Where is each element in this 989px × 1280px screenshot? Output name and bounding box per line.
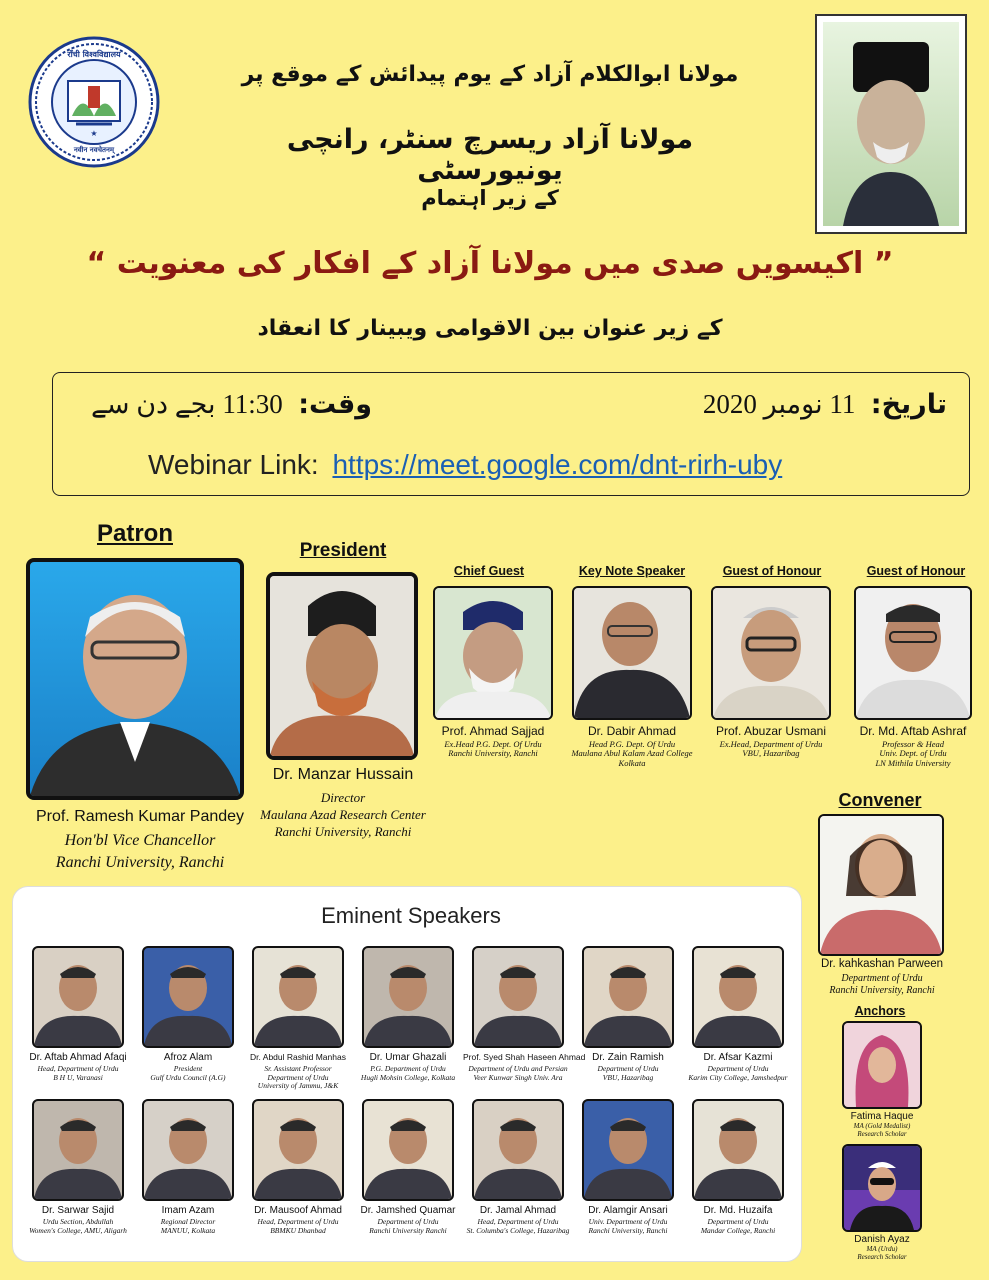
person-photo-icon	[694, 1101, 782, 1199]
speaker-desig: P.G. Department of Urdu Hugli Mohsin College, Kolkata	[360, 1064, 456, 1082]
logo-text-bottom: नवीन नवचेतनम्	[73, 146, 115, 154]
speaker-name: Dr. Sarwar Sajid	[41, 1205, 115, 1216]
person-photo-icon	[856, 588, 970, 718]
person-photo-icon	[30, 562, 240, 796]
speaker-name: Imam Azam	[161, 1205, 215, 1216]
guest-role-3: Guest of Honour	[722, 564, 822, 578]
person-photo-icon	[574, 588, 690, 718]
convener-name: Dr. kahkashan Parween	[820, 958, 944, 970]
person-photo-icon	[254, 948, 342, 1046]
guest-desig-4: Professor & Head Univ. Dept. of Urdu LN Mithila University	[875, 739, 951, 768]
university-logo	[28, 36, 160, 168]
person-photo-icon	[364, 948, 452, 1046]
guest-photo-1	[433, 586, 553, 720]
person-photo-icon	[694, 948, 782, 1046]
speaker-name: Afroz Alam	[163, 1052, 213, 1063]
speaker-desig: President Gulf Urdu Council (A.G)	[150, 1064, 226, 1082]
speaker-name: Dr. Alamgir Ansari	[588, 1205, 668, 1216]
guest-desig-3: Ex.Head, Department of Urdu VBU, Hazaribag	[719, 739, 823, 759]
convener-role: Convener	[838, 790, 922, 810]
guest-photo-2	[572, 586, 692, 720]
president-role: President	[299, 540, 387, 561]
speaker-name: Prof. Syed Shah Haseen Ahmad	[463, 1052, 586, 1062]
person-photo-icon	[254, 1101, 342, 1199]
eminent-title: Eminent Speakers	[321, 903, 501, 928]
speaker-photo	[692, 1099, 784, 1201]
guest-photo-3	[711, 586, 831, 720]
speaker-name: Dr. Umar Ghazali	[369, 1052, 447, 1063]
person-photo-icon	[144, 948, 232, 1046]
person-photo-icon	[435, 588, 551, 718]
person-photo-icon	[820, 816, 942, 954]
speaker-photo	[362, 1099, 454, 1201]
person-photo-icon	[474, 948, 562, 1046]
speaker-name: Dr. Mausoof Ahmad	[254, 1205, 342, 1216]
anchors-role: Anchors	[854, 1004, 906, 1018]
guest-photo-4	[854, 586, 972, 720]
svg-text:★: ★	[90, 129, 98, 138]
speaker-photo	[142, 1099, 234, 1201]
guest-desig-2: Head P.G. Dept. Of Urdu Maulana Abul Kalam Azad College Kolkata	[571, 739, 693, 768]
guest-role-4: Guest of Honour	[866, 564, 966, 578]
anchor-photo-2	[842, 1144, 922, 1232]
speaker-name: Dr. Aftab Ahmad Afaqi	[29, 1052, 127, 1063]
speaker-desig: Department of Urdu Ranchi University Ranchi	[369, 1217, 447, 1235]
urdu-heading-line1: مولانا ابوالکلام آزاد کے یوم پیدائش کے موقع پر	[241, 62, 739, 87]
speaker-desig: Sr. Assistant Professor Department of Urdu University of Jammu, J&K	[257, 1064, 339, 1091]
anchor-name-1: Fatima Haque	[850, 1111, 914, 1122]
urdu-heading-line2: مولانا آزاد ریسرچ سنٹر، رانچی یونیورسٹی	[286, 124, 694, 186]
person-photo-icon	[364, 1101, 452, 1199]
speaker-desig: Urdu Section, Abdullah Women's College, AMU, Aligarh	[29, 1217, 127, 1235]
speaker-desig: Department of Urdu and Persian Veer Kunwar Singh Univ. Ara	[468, 1064, 568, 1082]
speaker-photo	[252, 946, 344, 1048]
speaker-desig: Head, Department of Urdu St. Columba's College, Hazaribag	[466, 1217, 570, 1235]
speaker-photo	[362, 946, 454, 1048]
guest-name-1: Prof. Ahmad Sajjad	[441, 724, 545, 738]
president-desig: Director Maulana Azad Research Center Ranchi University, Ranchi	[260, 790, 426, 839]
person-photo-icon	[34, 1101, 122, 1199]
convener-photo	[818, 814, 944, 956]
person-photo-icon	[474, 1101, 562, 1199]
speaker-photo	[32, 946, 124, 1048]
patron-desig: Hon'bl Vice Chancellor Ranchi University, Ranchi	[55, 832, 225, 871]
speaker-name: Dr. Jamal Ahmad	[479, 1205, 557, 1216]
azad-portrait	[815, 14, 967, 234]
date-row	[703, 389, 947, 420]
speaker-desig: Head, Department of Urdu B H U, Varanasi	[37, 1064, 119, 1082]
webinar-info-box	[52, 372, 970, 496]
president-photo	[266, 572, 418, 760]
speaker-name: Dr. Md. Huzaifa	[703, 1205, 773, 1216]
urdu-title: ” اکیسویں صدی میں مولانا آزاد کے افکار کی معنویت “	[86, 246, 894, 281]
person-photo-icon	[270, 576, 414, 756]
speaker-desig: Department of Urdu VBU, Hazaribag	[597, 1064, 659, 1082]
time-label: وقت:	[298, 389, 373, 420]
patron-name: Prof. Ramesh Kumar Pandey	[35, 808, 245, 825]
speaker-photo	[582, 1099, 674, 1201]
speaker-name: Dr. Afsar Kazmi	[703, 1052, 773, 1063]
speaker-desig: Univ. Department of Urdu Ranchi University, Ranchi	[588, 1217, 668, 1235]
anchor-desig-1: MA (Gold Medalist) Research Scholar	[853, 1122, 911, 1138]
person-photo-icon	[34, 948, 122, 1046]
speaker-name: Dr. Jamshed Quamar	[360, 1205, 456, 1216]
anchor-name-2: Danish Ayaz	[854, 1234, 910, 1245]
speaker-desig: Regional Director MANUU, Kolkata	[160, 1217, 216, 1235]
person-photo-icon	[713, 588, 829, 718]
webinar-link[interactable]: https://meet.google.com/dnt-rirh-uby	[332, 449, 783, 480]
speaker-name: Dr. Abdul Rashid Manhas	[250, 1052, 346, 1062]
speaker-desig: Department of Urdu Mandar College, Ranchi	[700, 1217, 776, 1235]
speaker-photo	[252, 1099, 344, 1201]
speaker-photo	[582, 946, 674, 1048]
urdu-heading-line3: کے زیر اہتمام	[421, 186, 559, 210]
convener-desig: Department of Urdu Ranchi University, Ranchi	[829, 973, 935, 996]
guest-role-1: Chief Guest	[453, 564, 525, 578]
logo-text-top: राँची विश्वविद्यालय	[67, 50, 121, 59]
speaker-photo	[692, 946, 784, 1048]
speaker-photo	[472, 946, 564, 1048]
guest-name-4: Dr. Md. Aftab Ashraf	[859, 724, 967, 738]
date-value: 11 نومبر 2020	[702, 389, 856, 419]
speaker-photo	[142, 946, 234, 1048]
person-photo-icon	[844, 1146, 920, 1230]
time-value: 11:30 بجے دن سے	[91, 389, 283, 419]
webinar-link-label: Webinar Link:	[148, 449, 319, 480]
guest-name-2: Dr. Dabir Ahmad	[587, 724, 677, 738]
guest-desig-1: Ex.Head P.G. Dept. Of Urdu Ranchi University, Ranchi	[444, 739, 542, 759]
guest-name-3: Prof. Abuzar Usmani	[715, 724, 827, 738]
speaker-photo	[472, 1099, 564, 1201]
urdu-heading-line5: کے زیر عنوان بین الاقوامی ویبینار کا انعقاد	[257, 316, 723, 341]
speaker-name: Dr. Zain Ramish	[592, 1052, 664, 1063]
person-photo-icon	[844, 1023, 920, 1107]
person-photo-icon	[584, 948, 672, 1046]
person-photo-icon	[144, 1101, 232, 1199]
speaker-photo	[32, 1099, 124, 1201]
guest-role-2: Key Note Speaker	[578, 564, 686, 578]
person-photo-icon	[584, 1101, 672, 1199]
anchor-desig-2: MA (Urdu) Research Scholar	[857, 1245, 907, 1261]
speaker-desig: Department of Urdu Karim City College, Jamshedpur	[688, 1064, 788, 1082]
patron-photo	[26, 558, 244, 800]
person-portrait-icon	[823, 22, 959, 226]
president-name: Dr. Manzar Hussain	[272, 766, 414, 783]
webinar-link-row	[148, 449, 782, 481]
speaker-desig: Head, Department of Urdu BBMKU Dhanbad	[257, 1217, 339, 1235]
patron-role: Patron	[96, 520, 173, 547]
date-label: تاریخ:	[870, 389, 947, 420]
time-row	[91, 389, 372, 420]
anchor-photo-1	[842, 1021, 922, 1109]
